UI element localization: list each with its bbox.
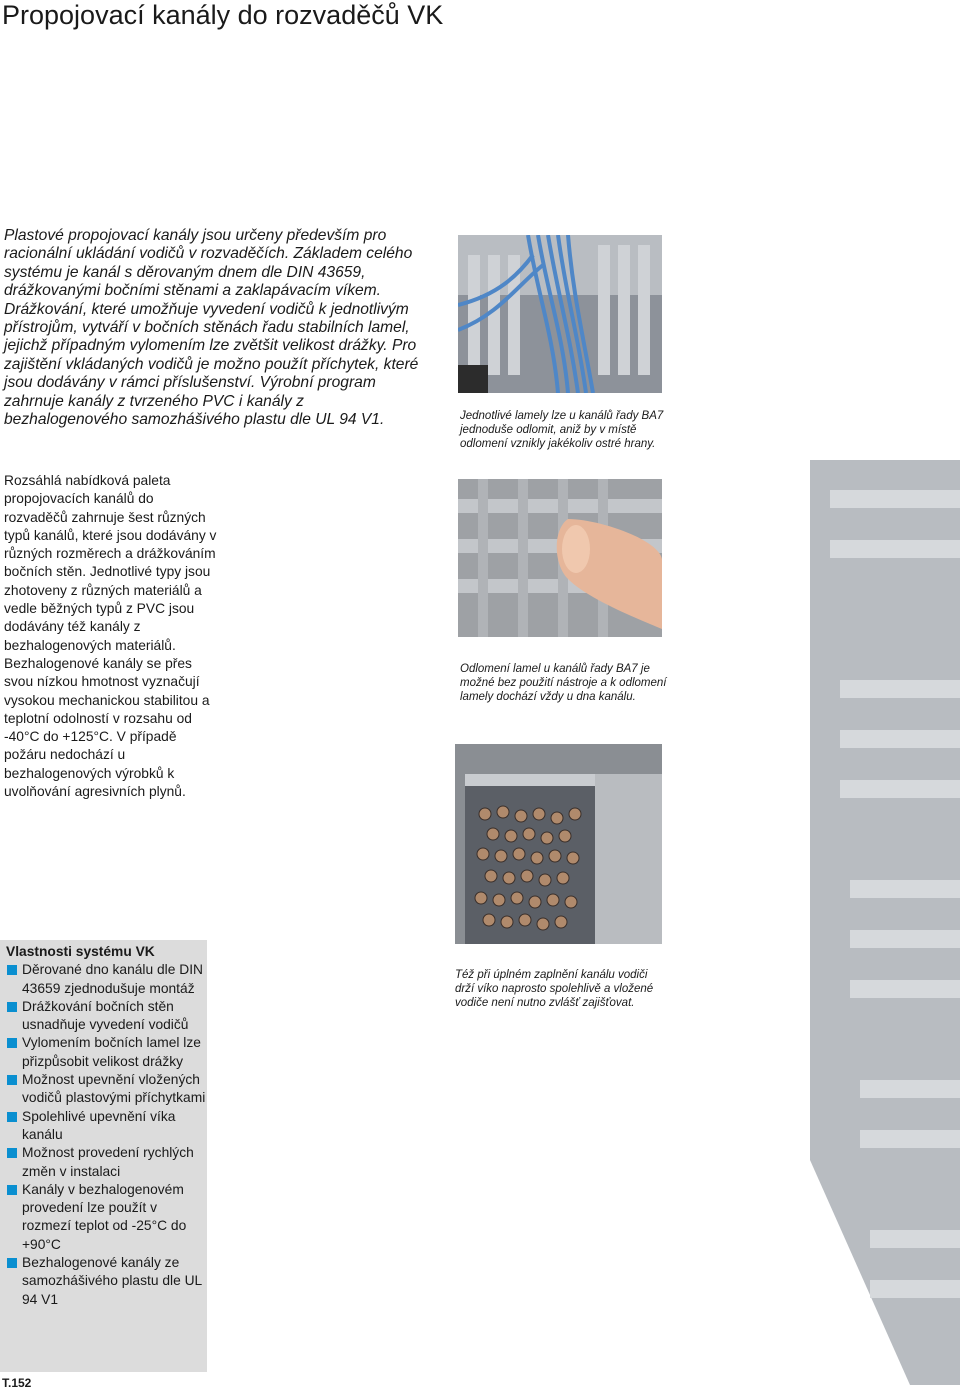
- list-item: Kanály v bezhalogenovém provedení lze použít v rozmezí teplot od -25°C do +90°C: [6, 1181, 207, 1254]
- square-bullet-icon: [7, 1112, 17, 1122]
- square-bullet-icon: [7, 1258, 17, 1268]
- properties-panel: [0, 940, 207, 1372]
- list-item: Možnost provedení rychlých změn v instalaci: [6, 1144, 207, 1181]
- properties-list: [6, 961, 207, 1309]
- body-paragraph: Rozsáhlá nabídková paleta propojovacích kanálů do rozvaděčů zahrnuje šest různých typů kanálů, které jsou dodávány v různých rozměrech a drážkováním bočních stěn. Jednotlivé typy jsou zhotoveny z různých materiálů a vedle běžných typů z PVC jsou dodávány též kanály z bezhalogenových materiálů. Bezhalogenové kanály se přes svou nízkou hmotnost vyznačují vysokou mechanickou stabilitou a teplotní odolností v rozsahu od -40°C do +125°C. V případě požáru nedochází u bezhalogenových výrobků k uvolňování agresivních plynů.: [4, 473, 217, 800]
- page-number: T.152: [2, 1376, 32, 1390]
- square-bullet-icon: [7, 1075, 17, 1085]
- list-item: Možnost upevnění vložených vodičů plastovými příchytkami: [6, 1071, 207, 1108]
- properties-heading: Vlastnosti systému VK: [6, 944, 155, 959]
- square-bullet-icon: [7, 1185, 17, 1195]
- intro-paragraph: Plastové propojovací kanály jsou určeny především pro racionální ukládání vodičů v rozvaděčích. Základem celého systému je kanál s děrovaným dnem dle DIN 43659, drážkovanými bočními stěnami a zaklapávacím víkem. Drážkování, které umožňuje vyvedení vodičů k jednotlivým přístrojům, vytváří v bočních stěnách řadu stabilních lamel, jejichž případným vylomením lze zvětšit velikost drážky. Pro zajištění vkládaných vodičů je možno použít příchytek, které jsou dodávány v rámci příslušenství. Výrobní program zahrnuje kanály z tvrzeného PVC i kanály z bezhalogenového samozhášivého plastu dle UL 94 V1.: [4, 227, 419, 429]
- caption-2: Odlomení lamel u kanálů řady BA7 je možné bez použití nástroje a k odlomení lamely dochází vždy u dna kanálu.: [460, 663, 667, 704]
- page-title: Propojovací kanály do rozvaděčů VK: [2, 0, 444, 30]
- square-bullet-icon: [7, 1148, 17, 1158]
- list-item: Děrované dno kanálu dle DIN 43659 zjednodušuje montáž: [6, 961, 207, 998]
- caption-1: Jednotlivé lamely lze u kanálů řady BA7 jednoduše odlomit, aniž by v místě odlomení vznikly jakékoliv ostré hrany.: [460, 410, 664, 451]
- square-bullet-icon: [7, 1038, 17, 1048]
- list-item: Drážkování bočních stěn usnadňuje vyvedení vodičů: [6, 998, 207, 1035]
- photo-wires-in-duct: [458, 235, 662, 393]
- list-item: Vylomením bočních lamel lze přizpůsobit velikost drážky: [6, 1034, 207, 1071]
- list-item: Bezhalogenové kanály ze samozhášivého plastu dle UL 94 V1: [6, 1254, 207, 1309]
- square-bullet-icon: [7, 965, 17, 975]
- caption-3: Též při úplném zaplnění kanálu vodiči drží víko naprosto spolehlivě a vložené vodiče není nutno zvlášť zajišťovat.: [455, 969, 654, 1010]
- list-item: Spolehlivé upevnění víka kanálu: [6, 1108, 207, 1145]
- duct-illustration: [610, 460, 960, 1385]
- square-bullet-icon: [7, 1002, 17, 1012]
